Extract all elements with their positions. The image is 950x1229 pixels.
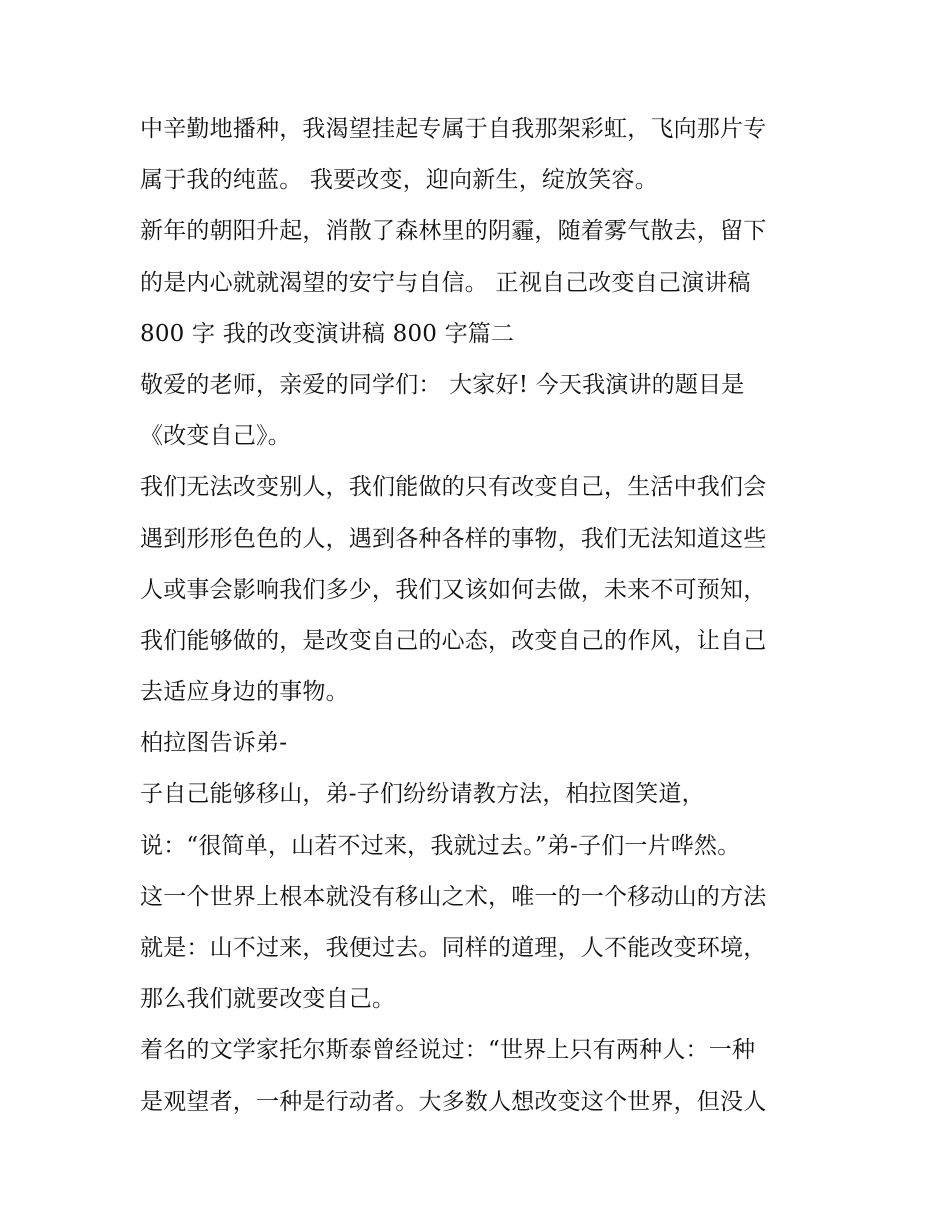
text-line: 《改变自己》。 [140,423,291,450]
text-line: 的是内心就就渴望的安宁与自信。 正视自己改变自己演讲稿 [140,269,751,296]
text-line: 去适应身边的事物。 [140,679,349,706]
text-line: 这一个世界上根本就没有移山之术，唯一的一个移动山的方法 [140,883,767,910]
text-line: 人或事会影响我们多少，我们又该如何去做，未来不可预知， [140,576,767,603]
text-line: 是观望者，一种是行动者。大多数人想改变这个世界，但没人 [140,1088,767,1115]
text-line: 我们无法改变别人，我们能做的只有改变自己，生活中我们会 [140,474,767,501]
text-line: 说：“很简单，山若不过来，我就过去。”弟-子们一片哗然。 [140,832,741,859]
text-line: 新年的朝阳升起，消散了森林里的阴霾，随着雾气散去，留下 [140,218,767,245]
text-line: 柏拉图告诉弟- [140,730,288,757]
text-line: 敬爱的老师，亲爱的同学们： 大家好! 今天我演讲的题目是 [140,371,745,398]
text-line: 就是：山不过来，我便过去。同样的道理，人不能改变环境， [140,935,767,961]
text-line: 我们能够做的，是改变自己的心态，改变自己的作风，让自己 [140,627,767,654]
text-line: 属于我的纯蓝。 我要改变，迎向新生，绽放笑容。 [140,167,658,194]
text-line: 着名的文学家托尔斯泰曾经说过：“世界上只有两种人：一种 [140,1037,756,1064]
text-line: 中辛勤地播种，我渴望挂起专属于自我那架彩虹，飞向那片专 [140,116,767,142]
document-body [140,104,840,1128]
text-line: 那么我们就要改变自己。 [140,986,396,1013]
text-line: 子自己能够移山，弟-子们纷纷请教方法，柏拉图笑道， [140,781,705,808]
text-line: 遇到形形色色的人，遇到各种各样的事物，我们无法知道这些 [140,525,767,552]
text-line: 800 字 我的改变演讲稿 800 字篇二 [140,320,515,347]
